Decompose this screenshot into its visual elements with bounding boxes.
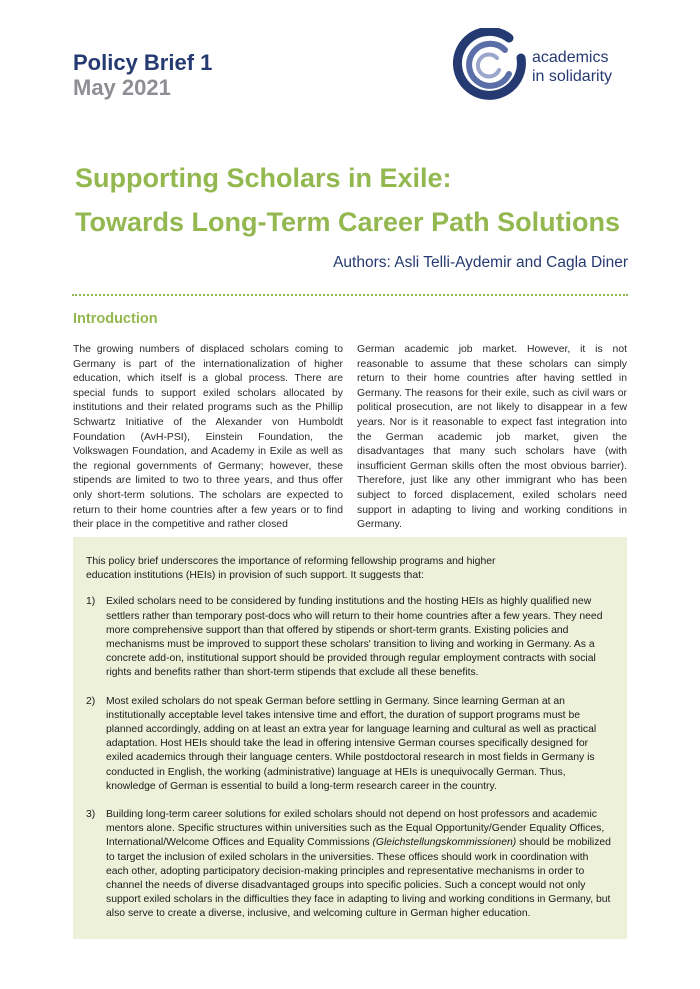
dotted-divider (72, 294, 628, 296)
item-number: 2) (86, 695, 96, 707)
authors-line: Authors: Asli Telli-Aydemir and Cagla Diner (333, 254, 628, 271)
policy-brief-number: Policy Brief 1 (73, 50, 213, 75)
item-number: 3) (86, 809, 96, 821)
swirl-logo-icon (449, 28, 527, 104)
logo-text-line2: in solidarity (532, 68, 613, 86)
item-text: Most exiled scholars do not speak German before settling in Germany. Since learning German at an institutionally acceptable level takes intensive time and effort, the duration of support programs must be planned accordingly, adding on at least an extra year for language learning and cultural as well as practical adaptation. Host HEIs should take the lead in offering intensive German courses specifically designed for exiled academics through their language centers. While postdoctoral research in most fields in Germany is conducted in English, the working (administrative) language at HEIs is unequivocally German. Thus, knowledge of German is essential to build a long-term research career in the country. (106, 695, 597, 792)
item-number: 1) (86, 596, 96, 608)
recommendations-box (73, 537, 627, 939)
policy-brief-header (73, 50, 212, 101)
introduction-heading: Introduction (73, 311, 158, 327)
item-text-italic: (Gleichstellungskommissionen) (372, 837, 517, 849)
academics-in-solidarity-logo (449, 28, 689, 104)
document-title (75, 156, 665, 244)
title-line1: Supporting Scholars in Exile: (75, 163, 452, 193)
introduction-column-right: German academic job market. However, it is not reasonable to assume that these scholars can simply return to their home countries after having settled in Germany. The reasons for their exile, such as civil wars or political prosecution, are not likely to disappear in a few years. Nor is it reasonable to expect fast integration into the German academic job market, given the disadvantages that many such scholars have (with insufficient German skills often the most obvious barrier). Therefore, just like any other immigrant who has been subject to forced displacement, exiled scholars need support in adapting to living and working conditions in Germany. (357, 344, 627, 531)
title-line2: Towards Long-Term Career Path Solutions (75, 207, 621, 237)
item-text (106, 808, 613, 922)
recommendation-item-1 (86, 595, 613, 680)
policy-brief-date: May 2021 (73, 75, 171, 101)
item-text-part1: Building long-term career solutions for exiled scholars should not depend on host professors and academic mentors alone. Specific structures within universities such as the Equal Opportunity/Gender Equality Offices, International/Welcome Offices and Equality Commissions (106, 809, 605, 849)
item-text: Exiled scholars need to be considered by funding institutions and the hosting HEIs as highly qualified new settlers rather than temporary post-docs who will return to their home countries after a few years. They need more comprehensive support than that offered by stipends or short-term grants. Existing policies and mechanisms must be improved to support these scholars' transition to living and working in Germany. As a concrete add-on, institutional support should be provided through regular employment contracts with social rights and benefits rather than short-term stipends that exclude all these benefits. (106, 596, 603, 679)
logo-text-line1: academics (532, 49, 609, 66)
recommendation-item-2 (86, 695, 613, 794)
item-text-part2: should be mobilized to target the inclusion of exiled scholars in the universities. These offices should work in coordination with each other, adopting participatory decision-making principles and representative mechanisms in order to channel the needs of diverse disadvantaged groups into specific policies. Such a concept would not only support exiled scholars in the difficulties they face in adapting to living and working conditions in Germany, but also serve to create a diverse, inclusive, and welcoming culture in German higher education. (106, 837, 611, 920)
recommendation-item-3 (86, 808, 613, 922)
introduction-column-left: The growing numbers of displaced scholars coming to Germany is part of the internationalization of higher education, which itself is a global process. There are special funds to support exiled scholars allocated by institutions and their related programs such as the Phillip Schwartz Initiative of the Alexander von Humboldt Foundation (AvH-PSI), Einstein Foundation, the Volkswagen Foundation, and Academy in Exile as well as the regional governments of Germany; however, these stipends are limited to two to three years, and thus offer only short-term solutions. The scholars are expected to return to their home countries after a few years or to find their place in the competitive and rather closed (73, 344, 343, 531)
recommendations-intro: This policy brief underscores the importance of reforming fellowship programs and higher education institutions (HEIs) in provision of such support. It suggests that: (86, 556, 496, 582)
